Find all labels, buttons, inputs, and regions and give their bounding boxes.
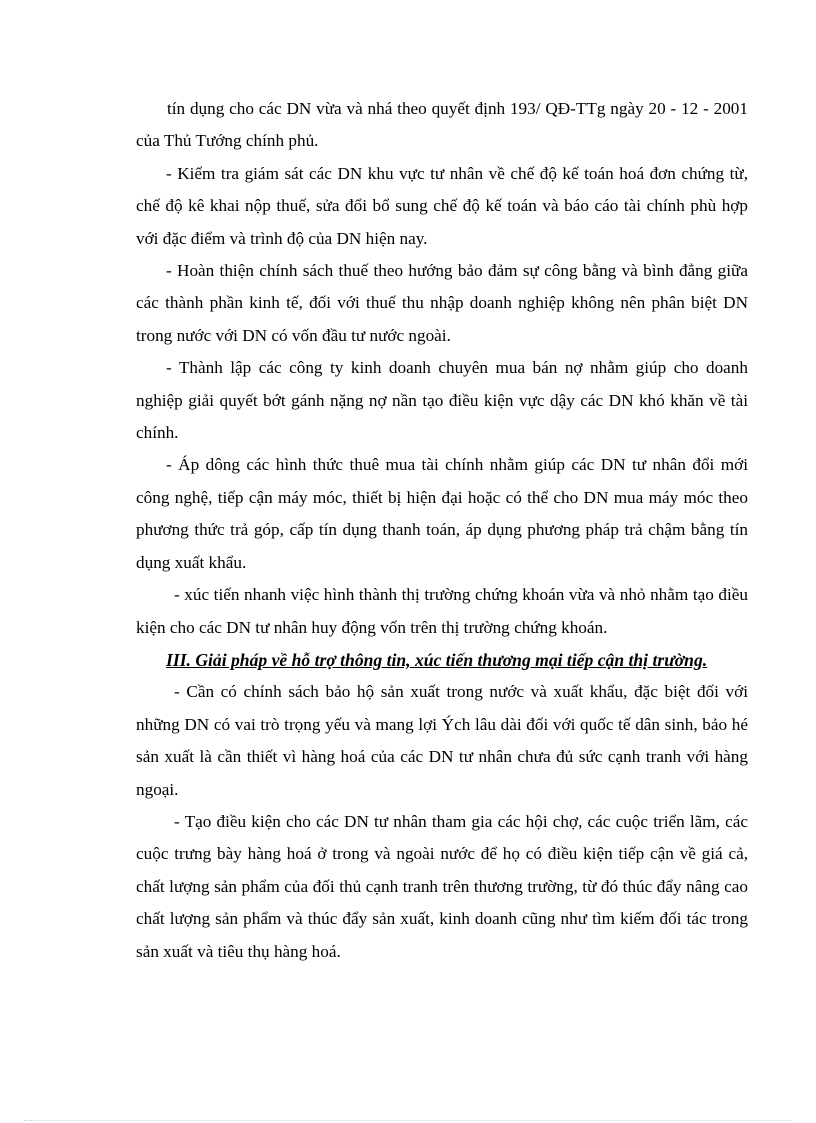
paragraph-trade-fairs: - Tạo điều kiện cho các DN tư nhân tham gia các hội chợ, các cuộc triển lãm, các cuộc trưng bày hàng hoá ở trong và ngoài nước để họ có điều kiện tiếp cận về giá cả, chất lượng sản phẩm của đối thủ cạnh tranh trên thương trường, từ đó thúc đẩy nâng cao chất lượng sản phẩm và thúc đẩy sản xuất, kinh doanh cũng như tìm kiếm đối tác trong sản xuất và tiêu thụ hàng hoá. <box>136 811 748 961</box>
document-page <box>136 93 748 968</box>
page-bottom-divider <box>24 1120 792 1121</box>
paragraph-production-protection: - Cần có chính sách bảo hộ sản xuất trong nước và xuất khẩu, đặc biệt đối với những DN có vai trò trọng yếu và mang lợi Ých lâu dài đối với quốc tế dân sinh, bảo hé sản xuất là cần thiết vì hàng hoá của các DN tư nhân chưa đủ sức cạnh tranh với hàng ngoại. <box>136 682 748 799</box>
paragraph-debt-trading-companies: - Thành lập các công ty kinh doanh chuyên mua bán nợ nhằm giúp cho doanh nghiệp giải quyết bớt gánh nặng nợ nần tạo điều kiện vực dậy các DN khó khăn về tài chính. <box>136 358 748 443</box>
paragraph-credit-decision: tín dụng cho các DN vừa và nhá theo quyết định 193/ QĐ-TTg ngày 20 - 12 - 2001 của Thủ Tướng chính phủ. <box>136 99 748 151</box>
paragraph-stock-market: - xúc tiến nhanh việc hình thành thị trường chứng khoán vừa và nhỏ nhằm tạo điều kiện cho các DN tư nhân huy động vốn trên thị trường chứng khoán. <box>136 585 748 637</box>
paragraph-accounting-supervision: - Kiểm tra giám sát các DN khu vực tư nhân về chế độ kế toán hoá đơn chứng từ, chế độ kê khai nộp thuế, sửa đổi bổ sung chế độ kế toán và báo cáo tài chính phù hợp với đặc điểm và trình độ của DN hiện nay. <box>136 163 748 248</box>
section-heading-iii: III. Giải pháp về hỗ trợ thông tin, xúc tiến thương mại tiếp cận thị trường. <box>166 649 708 670</box>
paragraph-tax-policy: - Hoàn thiện chính sách thuế theo hướng bảo đảm sự công bằng và bình đẳng giữa các thành phần kinh tế, đối với thuế thu nhập doanh nghiệp không nên phân biệt DN trong nước với DN có vốn đầu tư nước ngoài. <box>136 261 748 345</box>
paragraph-financial-leasing: - Áp dông các hình thức thuê mua tài chính nhằm giúp các DN tư nhân đổi mới công nghệ, tiếp cận máy móc, thiết bị hiện đại hoặc có thể cho DN mua máy móc theo phương thức trả góp, cấp tín dụng thanh toán, áp dụng phương pháp trả chậm bằng tín dụng xuất khẩu. <box>136 455 748 572</box>
